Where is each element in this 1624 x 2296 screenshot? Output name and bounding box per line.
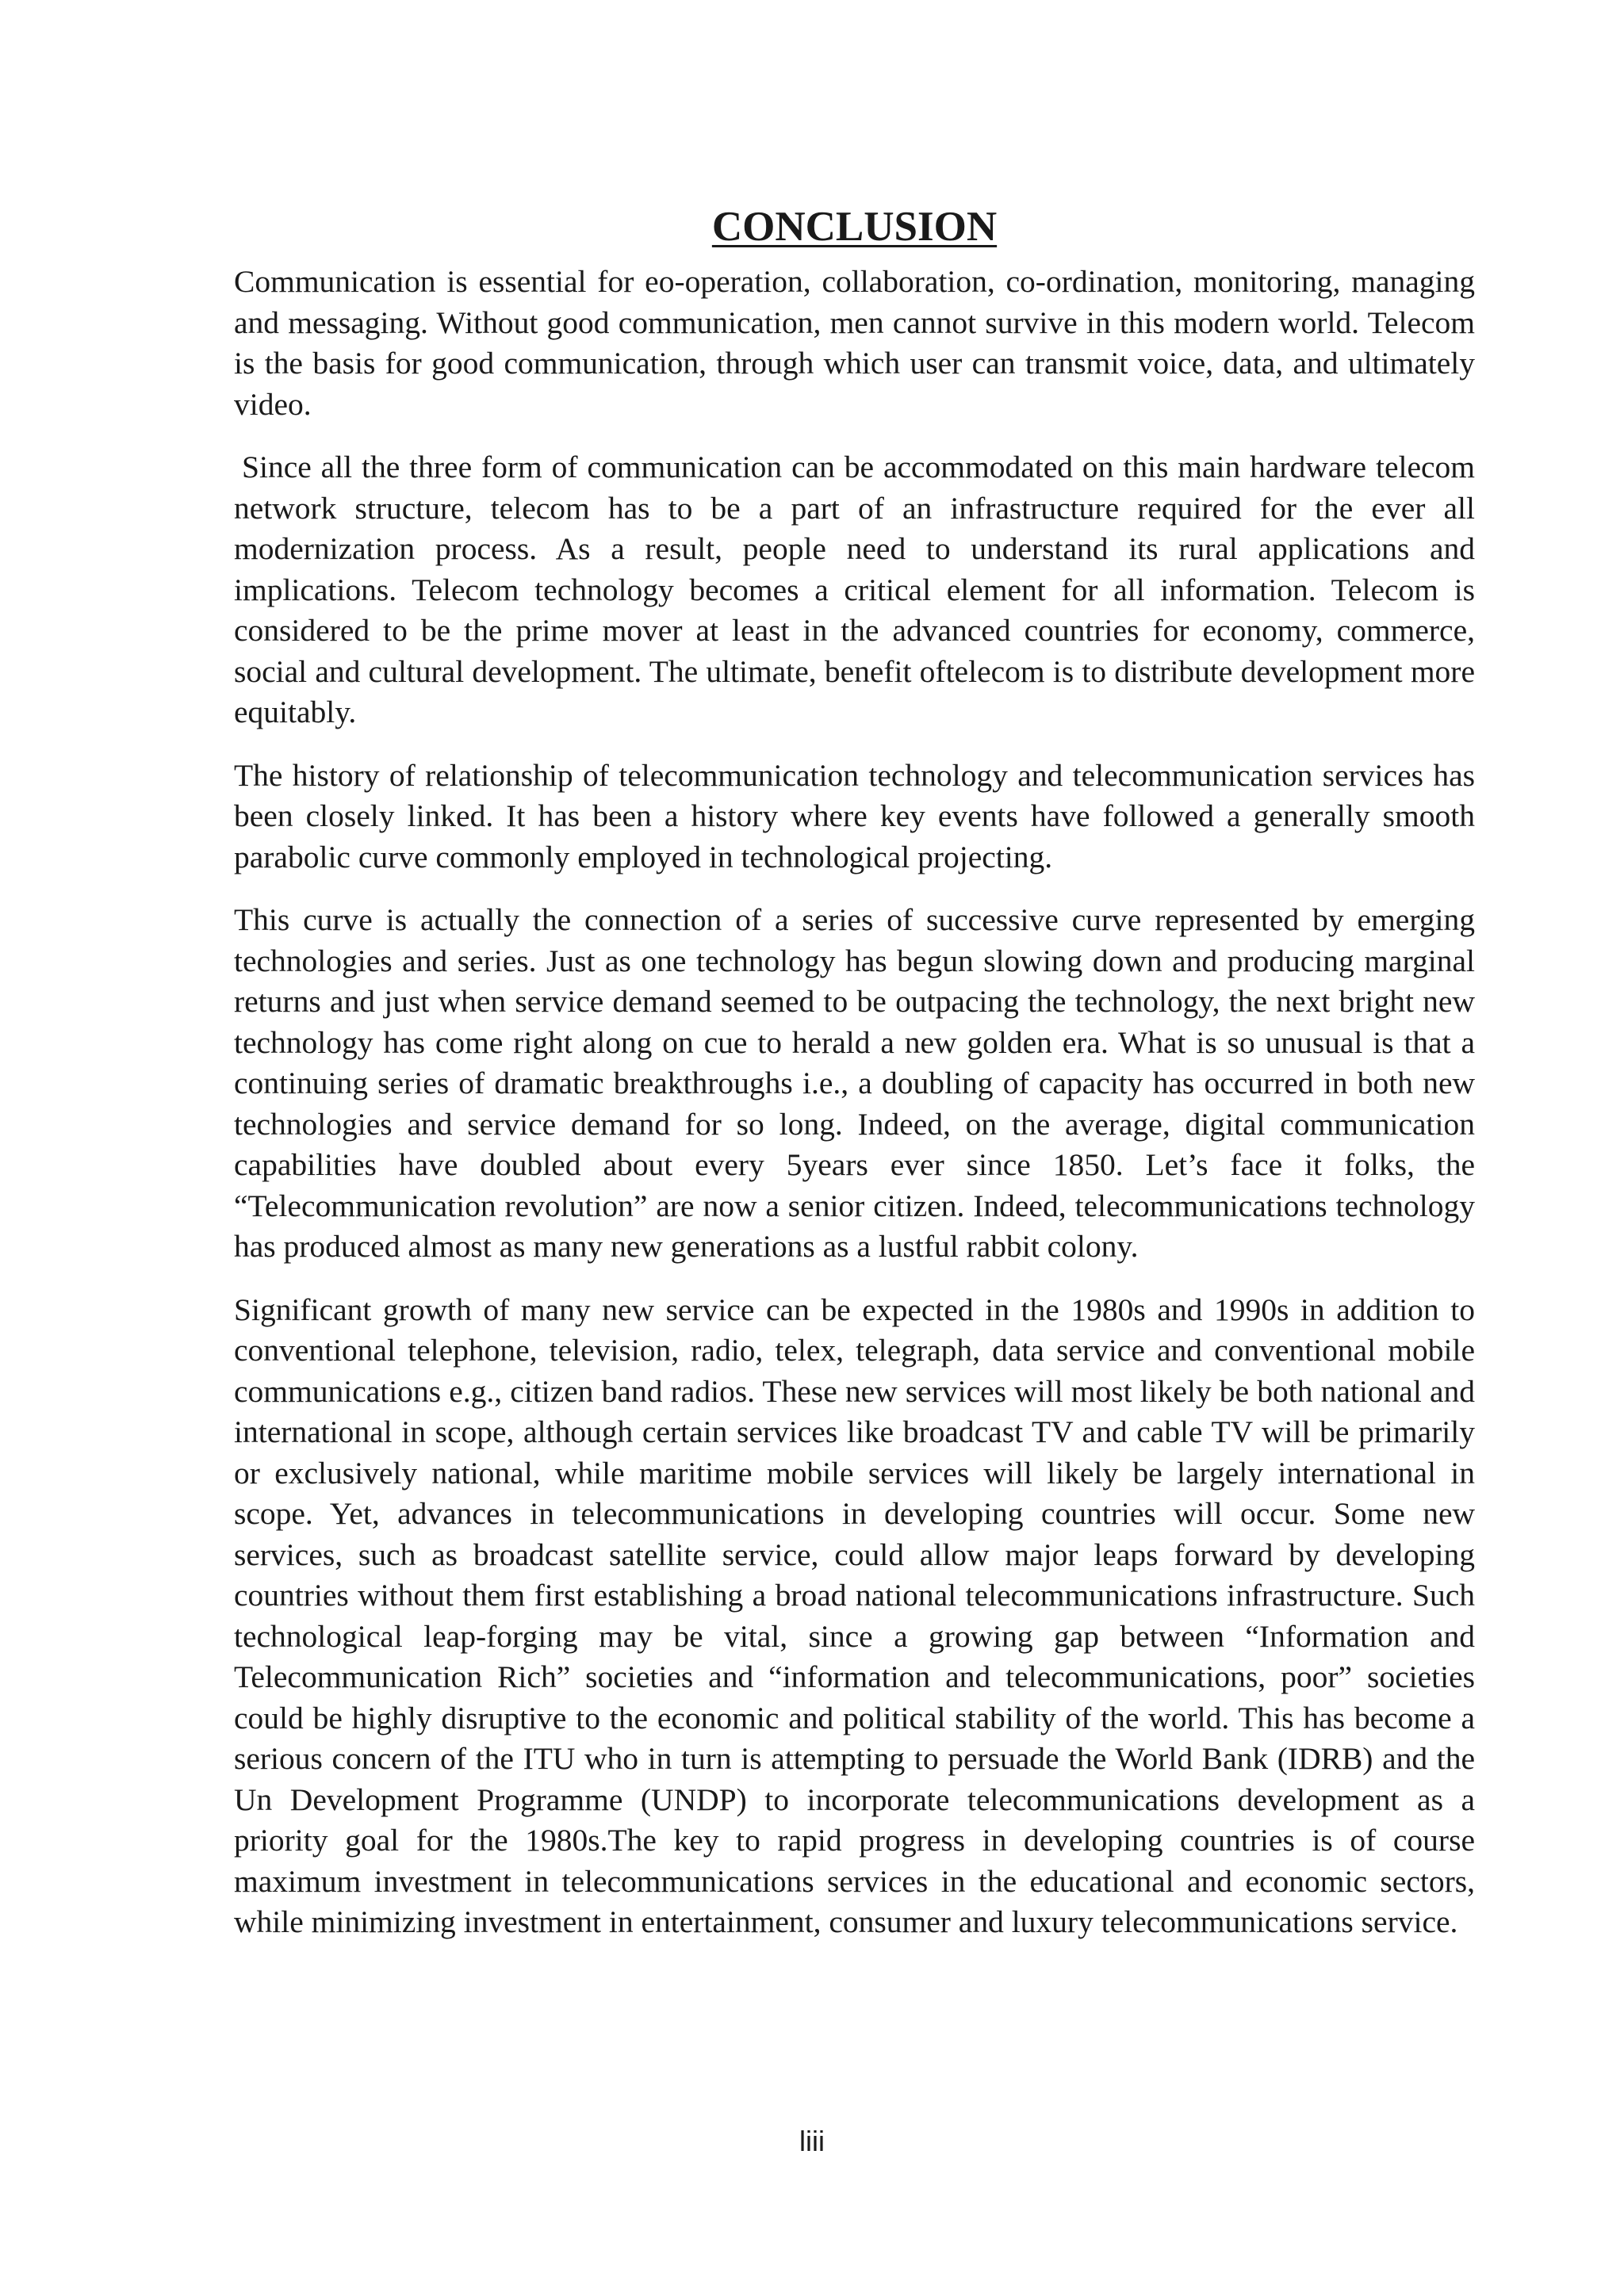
paragraph-2: Since all the three form of communication can be accommodated on this main hardware telecom network structure, telecom has to be a part of an infrastructure required for the ever all modernization process. As a result, people need to understand its rural applications and implications. Telecom technology becomes a critical element for all information. Telecom is considered to be the prime mover at least in the advanced countries for economy, commerce, social and cultural development. The ultimate, benefit oftelecom is to distribute development more equitably.: [234, 450, 1475, 729]
paragraph-3: The history of relationship of telecommunication technology and telecommunication services has been closely linked. It has been a history where key events have followed a generally smooth parabolic curve commonly employed in technological projecting.: [234, 757, 1475, 874]
paragraph-4: This curve is actually the connection of a series of successive curve represented by emerging technologies and series. Just as one technology has begun slowing down and producing marginal returns and just when service demand seemed to be outpacing the technology, the next bright new technology has come right along on cue to herald a new golden era. What is so unusual is that a continuing series of dramatic breakthroughs i.e., a doubling of capacity has occurred in both new technologies and service demand for so long. Indeed, on the average, digital communication capabilities have doubled about every 5years ever since 1850. Let’s face it folks, the “Telecommunication revolution” are now a senior citizen. Indeed, telecommunications technology has produced almost as many new generations as a lustful rabbit colony.: [234, 902, 1475, 1264]
page-number: liii: [799, 2125, 825, 2157]
page-content: [234, 184, 1475, 1965]
page-title: CONCLUSION: [711, 204, 998, 250]
paragraph-5: Significant growth of many new service can be expected in the 1980s and 1990s in addition to conventional telephone, television, radio, telex, telegraph, data service and conventional mobile communications e.g., citizen band radios. These new services will most likely be both national and international in scope, although certain services like broadcast TV and cable TV will be primarily or exclusively national, while maritime mobile services will likely be largely international in scope. Yet, advances in telecommunications in developing countries will occur. Some new services, such as broadcast satellite service, could allow major leaps forward by developing countries without them first establishing a broad national telecommunications infrastructure. Such technological leap-forging may be vital, since a growing gap between “Information and Telecommunication Rich” societies and “information and telecommunications, poor” societies could be highly disruptive to the economic and political stability of the world. This has become a serious concern of the ITU who in turn is attempting to persuade the World Bank (IDRB) and the Un Development Programme (UNDP) to incorporate telecommunications development as a priority goal for the 1980s.The key to rapid progress in developing countries is of course maximum investment in telecommunications services in the educational and economic sectors, while minimizing investment in entertainment, consumer and luxury telecommunications service.: [234, 1292, 1475, 1939]
paragraph-1: Communication is essential for eo-operation, collaboration, co-ordination, monitoring, managing and messaging. Without good communication, men cannot survive in this modern world. Telecom is the basis for good communication, through which user can transmit voice, data, and ultimately video.: [234, 264, 1475, 422]
